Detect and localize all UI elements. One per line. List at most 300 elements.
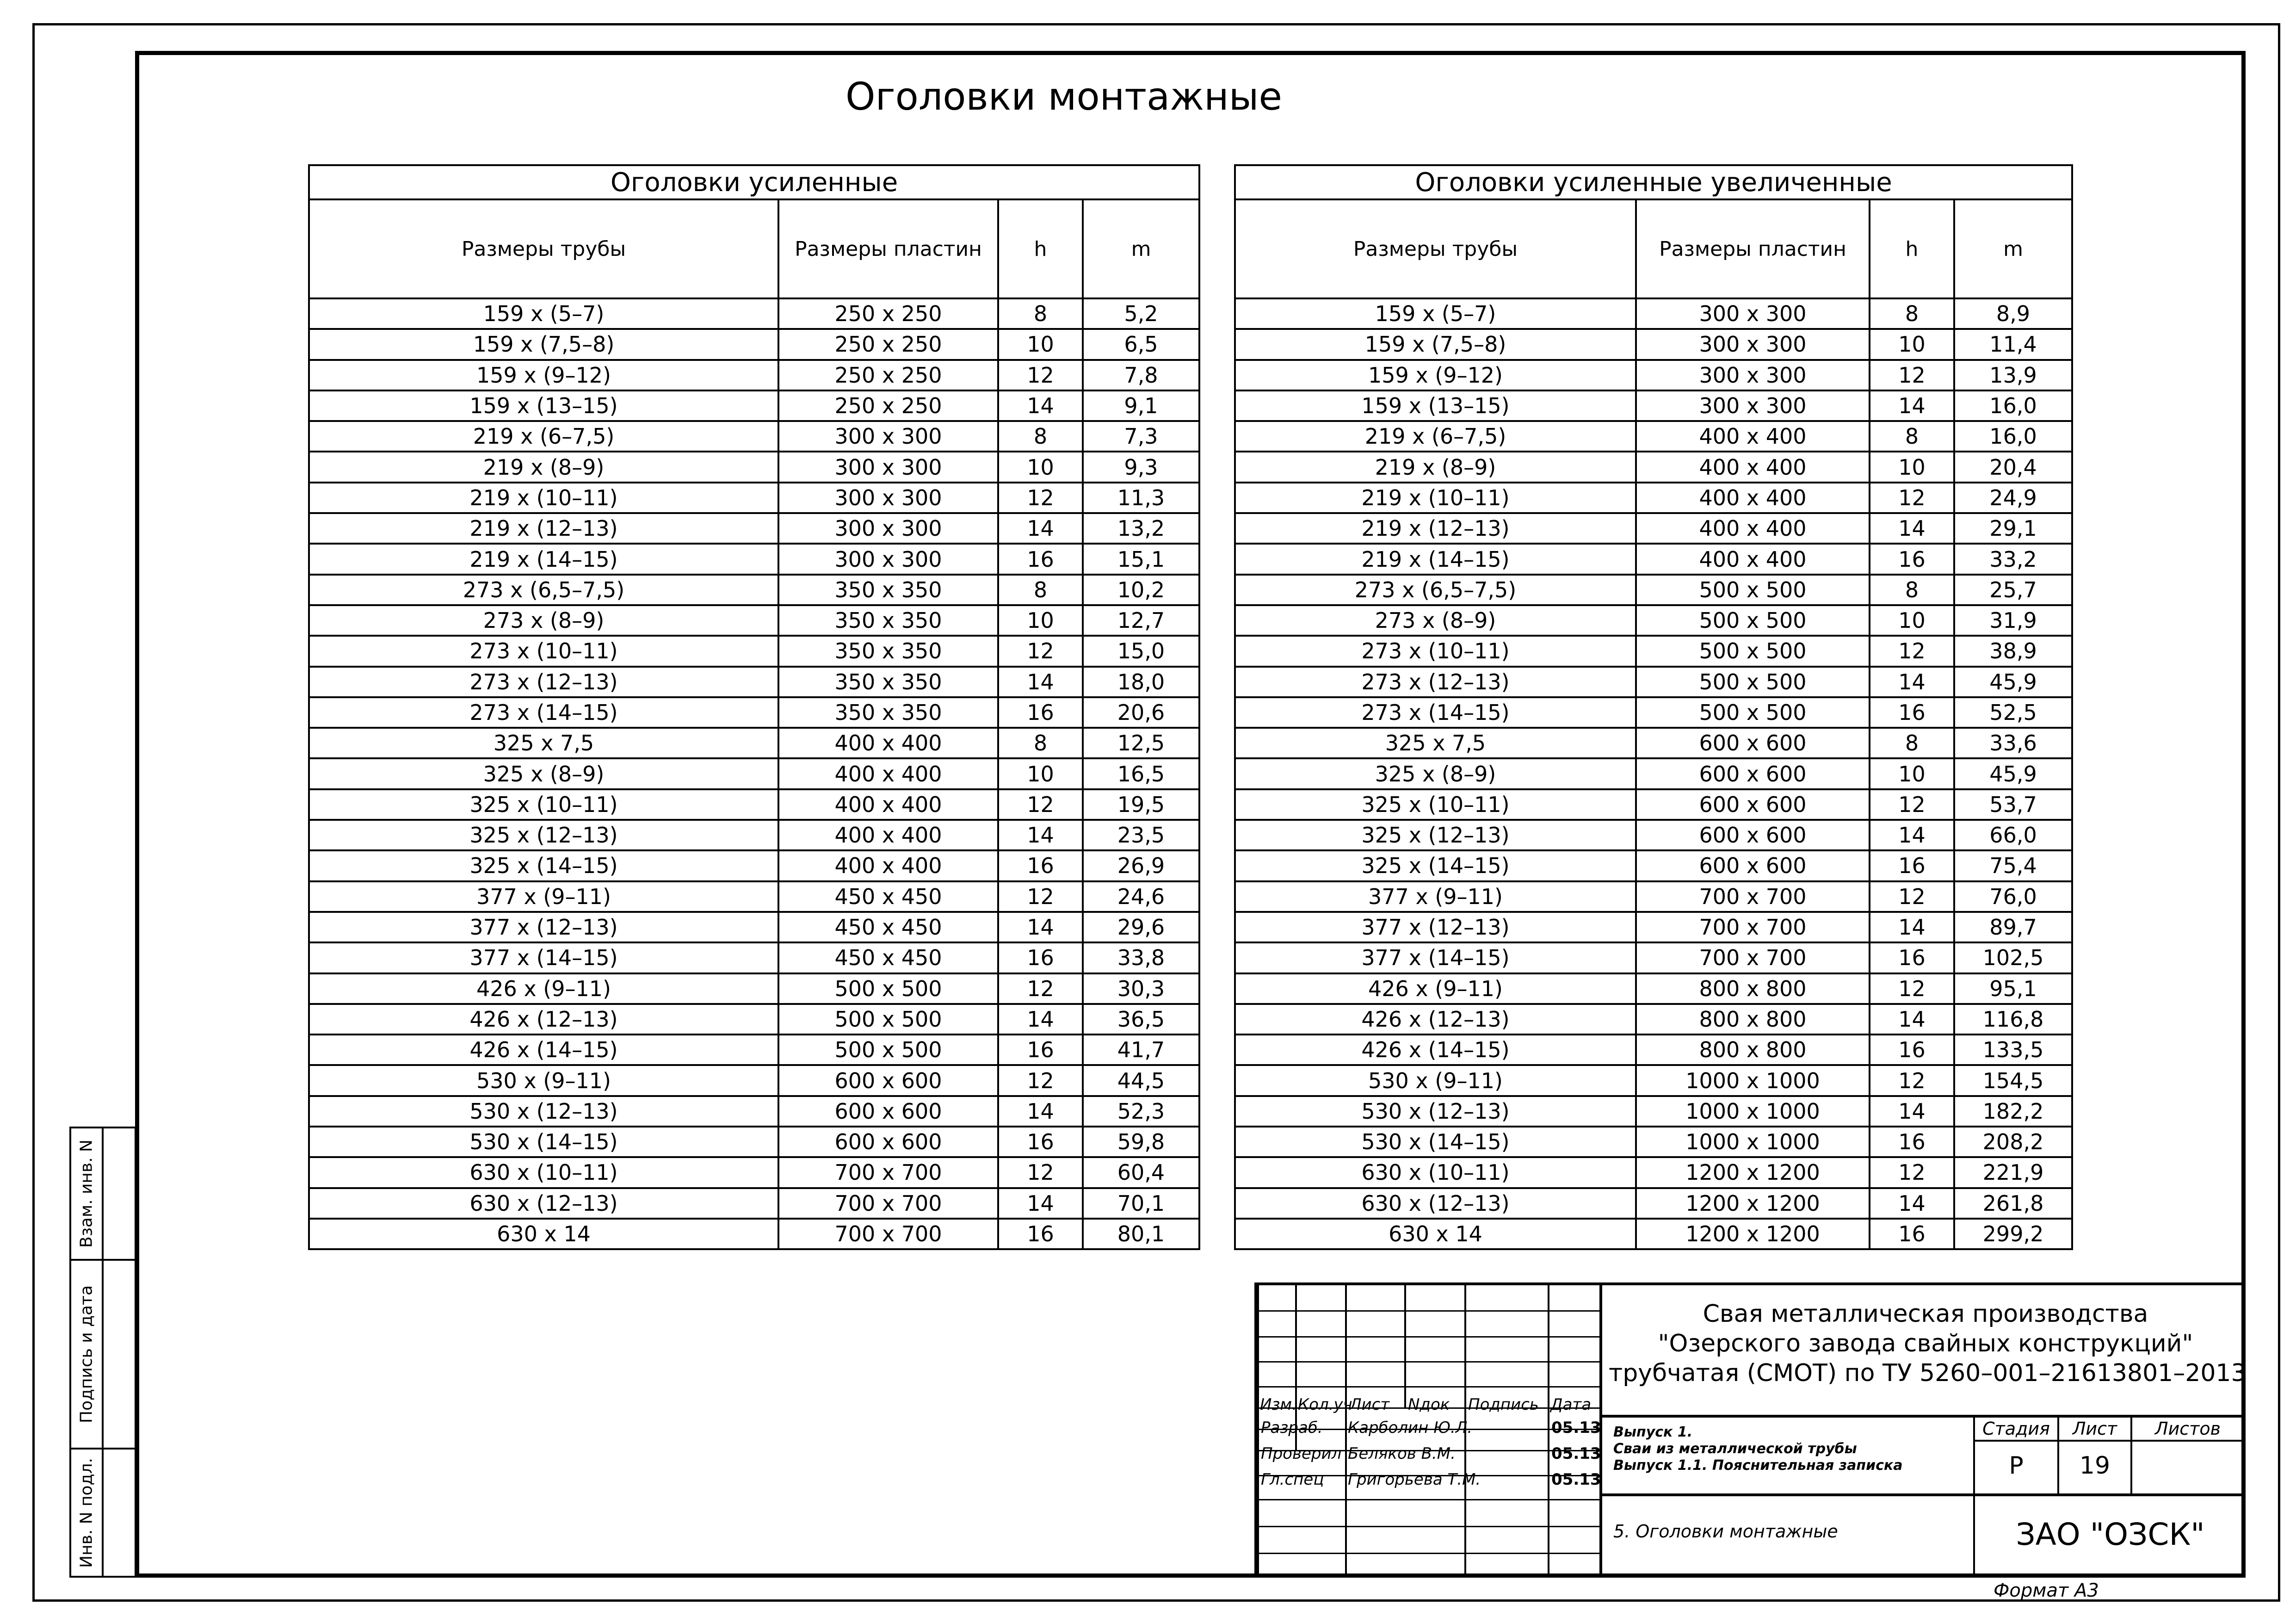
- role-chief-specialist: Гл.спец: [1261, 1470, 1324, 1489]
- table-cell: 325 x (14–15): [309, 850, 778, 881]
- table-cell: 14: [1870, 912, 1954, 942]
- table-cell: 700 x 700: [778, 1219, 998, 1249]
- table-row: [1235, 390, 2072, 421]
- table-cell: 12: [998, 483, 1083, 513]
- table-cell: 325 x (12–13): [1235, 820, 1636, 850]
- table-row: [309, 1157, 1199, 1188]
- doc-line-subject: Сваи из металлической трубы: [1613, 1441, 1857, 1457]
- table-cell: 70,1: [1083, 1188, 1199, 1219]
- table-cell: 12,5: [1083, 728, 1199, 758]
- table-row: [1235, 329, 2072, 359]
- table-cell: 20,6: [1083, 697, 1199, 728]
- table-cell: 530 x (9–11): [309, 1065, 778, 1096]
- table-cell: 700 x 700: [1636, 912, 1870, 942]
- sheet-header: Лист: [2072, 1419, 2117, 1439]
- table-row: [309, 881, 1199, 912]
- table-cell: 630 x (10–11): [309, 1157, 778, 1188]
- stamp-signature-date: Подпись и дата: [69, 1259, 136, 1450]
- table-cell: 700 x 700: [778, 1188, 998, 1219]
- table-cell: 325 x (8–9): [309, 758, 778, 789]
- table-cell: 11,4: [1954, 329, 2072, 359]
- table-cell: 75,4: [1954, 850, 2072, 881]
- table-cell: 325 x 7,5: [1235, 728, 1636, 758]
- date-chief-specialist: 05.13: [1551, 1470, 1601, 1489]
- table-cell: 12: [1870, 1065, 1954, 1096]
- table-cell: 89,7: [1954, 912, 2072, 942]
- table-row: [309, 850, 1199, 881]
- table-cell: 16: [998, 544, 1083, 574]
- table-cell: 154,5: [1954, 1065, 2072, 1096]
- table-cell: 12: [998, 1157, 1083, 1188]
- col-header-docno: Nдок: [1408, 1395, 1450, 1414]
- table-cell: 400 x 400: [778, 789, 998, 820]
- table-cell: 8: [998, 421, 1083, 452]
- col-header-sheet: Лист: [1350, 1395, 1390, 1414]
- stamp-original-inventory: Инв. N подл.: [69, 1448, 136, 1578]
- table-cell: 159 x (9–12): [1235, 360, 1636, 390]
- table-cell: 15,0: [1083, 636, 1199, 666]
- table-cell: 350 x 350: [778, 575, 998, 605]
- table-cell: 377 x (9–11): [1235, 881, 1636, 912]
- table-cell: 16: [1870, 697, 1954, 728]
- table-row: [1235, 575, 2072, 605]
- table-cell: 630 x (10–11): [1235, 1157, 1636, 1188]
- table-row: [1235, 697, 2072, 728]
- table-row: [309, 942, 1199, 973]
- table-cell: 299,2: [1954, 1219, 2072, 1249]
- table-cell: 630 x 14: [309, 1219, 778, 1249]
- table-cell: 8: [998, 298, 1083, 329]
- table-cell: 250 x 250: [778, 298, 998, 329]
- table-row: [309, 820, 1199, 850]
- table-cell: 426 x (9–11): [309, 973, 778, 1004]
- table-cell: 24,9: [1954, 483, 2072, 513]
- table-row: [1235, 820, 2072, 850]
- table-cell: 400 x 400: [778, 728, 998, 758]
- table-cell: 14: [998, 667, 1083, 697]
- table-cell: 12: [1870, 973, 1954, 1004]
- table-cell: 10: [998, 605, 1083, 636]
- table-cell: 102,5: [1954, 942, 2072, 973]
- table-cell: 350 x 350: [778, 605, 998, 636]
- table-cell: 8: [1870, 575, 1954, 605]
- table-cell: 182,2: [1954, 1096, 2072, 1127]
- table-cell: 13,9: [1954, 360, 2072, 390]
- column-header: Размеры трубы: [309, 199, 778, 298]
- table-cell: 38,9: [1954, 636, 2072, 666]
- table-cell: 25,7: [1954, 575, 2072, 605]
- table-cell: 12: [1870, 483, 1954, 513]
- table-cell: 12: [998, 1065, 1083, 1096]
- table-cell: 500 x 500: [1636, 636, 1870, 666]
- date-developer: 05.13: [1551, 1419, 1601, 1437]
- table-row: [1235, 298, 2072, 329]
- table-cell: 14: [998, 1096, 1083, 1127]
- table-cell: 14: [1870, 390, 1954, 421]
- table-cell: 400 x 400: [1636, 483, 1870, 513]
- table-cell: 30,3: [1083, 973, 1199, 1004]
- table-cell: 219 x (8–9): [309, 452, 778, 482]
- table-cell: 350 x 350: [778, 697, 998, 728]
- table-cell: 14: [998, 513, 1083, 544]
- table-cell: 159 x (13–15): [309, 390, 778, 421]
- table-cell: 250 x 250: [778, 390, 998, 421]
- column-header: Размеры пластин: [1636, 199, 1870, 298]
- table-cell: 29,1: [1954, 513, 2072, 544]
- table-cell: 273 x (12–13): [309, 667, 778, 697]
- table-cell: 219 x (8–9): [1235, 452, 1636, 482]
- table-cell: 219 x (12–13): [1235, 513, 1636, 544]
- table-cell: 377 x (14–15): [1235, 942, 1636, 973]
- table-cell: 250 x 250: [778, 329, 998, 359]
- table-row: [309, 544, 1199, 574]
- stamp-replaced-inventory: Взам. инв. N: [69, 1127, 136, 1261]
- table-cell: 1200 x 1200: [1636, 1188, 1870, 1219]
- table-cell: 350 x 350: [778, 636, 998, 666]
- table-cell: 29,6: [1083, 912, 1199, 942]
- table-row: [1235, 1065, 2072, 1096]
- table-cell: 16: [998, 1219, 1083, 1249]
- col-header-date: Дата: [1550, 1395, 1592, 1414]
- table-cell: 325 x (8–9): [1235, 758, 1636, 789]
- table-cell: 273 x (8–9): [309, 605, 778, 636]
- table-cell: 8: [998, 575, 1083, 605]
- table-cell: 325 x (12–13): [309, 820, 778, 850]
- table-row: [309, 697, 1199, 728]
- table-cell: 300 x 300: [778, 513, 998, 544]
- table-cell: 273 x (14–15): [309, 697, 778, 728]
- table-cell: 530 x (12–13): [1235, 1096, 1636, 1127]
- table-cell: 273 x (6,5–7,5): [1235, 575, 1636, 605]
- role-checker: Проверил: [1261, 1444, 1342, 1463]
- table-row: [309, 912, 1199, 942]
- table-cell: 426 x (14–15): [1235, 1035, 1636, 1065]
- table-cell: 16: [1870, 544, 1954, 574]
- table-row: [1235, 605, 2072, 636]
- table-cell: 12: [1870, 636, 1954, 666]
- table-row: [309, 728, 1199, 758]
- table-row: [309, 329, 1199, 359]
- table-cell: 219 x (10–11): [309, 483, 778, 513]
- table-cell: 66,0: [1954, 820, 2072, 850]
- table-cell: 14: [1870, 513, 1954, 544]
- table-cell: 426 x (12–13): [1235, 1004, 1636, 1035]
- table-cell: 500 x 500: [778, 973, 998, 1004]
- table-row: [1235, 1035, 2072, 1065]
- doc-line-note: Выпуск 1.1. Пояснительная записка: [1613, 1457, 1903, 1474]
- name-checker: Беляков В.М.: [1348, 1444, 1456, 1463]
- table-cell: 12: [998, 636, 1083, 666]
- table-cell: 159 x (5–7): [1235, 298, 1636, 329]
- table-cell: 426 x (12–13): [309, 1004, 778, 1035]
- table-cell: 159 x (7,5–8): [1235, 329, 1636, 359]
- table-cell: 500 x 500: [1636, 605, 1870, 636]
- table-cell: 300 x 300: [778, 544, 998, 574]
- table-cell: 16: [1870, 942, 1954, 973]
- table-row: [1235, 667, 2072, 697]
- table-cell: 11,3: [1083, 483, 1199, 513]
- table-cell: 16,0: [1954, 390, 2072, 421]
- table-cell: 16: [998, 942, 1083, 973]
- table-cell: 426 x (14–15): [309, 1035, 778, 1065]
- table-cell: 377 x (14–15): [309, 942, 778, 973]
- table-row: [1235, 1157, 2072, 1188]
- table-cell: 377 x (12–13): [309, 912, 778, 942]
- table-row: [309, 636, 1199, 666]
- table-cell: 9,3: [1083, 452, 1199, 482]
- col-header-change: Изм.: [1260, 1395, 1297, 1414]
- table-cell: 500 x 500: [1636, 575, 1870, 605]
- table-cell: 700 x 700: [1636, 942, 1870, 973]
- table-cell: 600 x 600: [1636, 758, 1870, 789]
- table-cell: 14: [998, 390, 1083, 421]
- column-header: h: [998, 199, 1083, 298]
- table-row: [1235, 360, 2072, 390]
- table-row: [309, 1219, 1199, 1249]
- sheet-title: 5. Оголовки монтажные: [1613, 1521, 1838, 1542]
- table-row: [1235, 452, 2072, 482]
- table-cell: 10,2: [1083, 575, 1199, 605]
- name-chief-specialist: Григорьева Т.М.: [1348, 1470, 1481, 1489]
- table-cell: 450 x 450: [778, 942, 998, 973]
- table-cell: 16: [998, 697, 1083, 728]
- table-cell: 12: [1870, 881, 1954, 912]
- table-cell: 16: [998, 1035, 1083, 1065]
- table-cell: 159 x (13–15): [1235, 390, 1636, 421]
- table-cell: 219 x (6–7,5): [1235, 421, 1636, 452]
- table-row: [1235, 758, 2072, 789]
- table-cell: 300 x 300: [1636, 360, 1870, 390]
- page-title: Оголовки монтажные: [846, 75, 1282, 119]
- table-cell: 273 x (12–13): [1235, 667, 1636, 697]
- table-row: [1235, 973, 2072, 1004]
- table-cell: 41,7: [1083, 1035, 1199, 1065]
- table-cell: 36,5: [1083, 1004, 1199, 1035]
- table-cell: 426 x (9–11): [1235, 973, 1636, 1004]
- table-cell: 400 x 400: [1636, 421, 1870, 452]
- table-row: [1235, 1219, 2072, 1249]
- table-caption: Оголовки усиленные увеличенные: [1235, 165, 2072, 199]
- table-cell: 159 x (5–7): [309, 298, 778, 329]
- table-row: [1235, 421, 2072, 452]
- table-row: [309, 667, 1199, 697]
- table-row: [1235, 636, 2072, 666]
- table-cell: 377 x (12–13): [1235, 912, 1636, 942]
- table-cell: 800 x 800: [1636, 1004, 1870, 1035]
- col-header-count: Кол.уч: [1298, 1395, 1352, 1414]
- table-cell: 8: [998, 728, 1083, 758]
- sheet-value: 19: [2079, 1452, 2111, 1480]
- table-cell: 159 x (9–12): [309, 360, 778, 390]
- table-cell: 630 x (12–13): [1235, 1188, 1636, 1219]
- table-cell: 630 x (12–13): [309, 1188, 778, 1219]
- doc-line-issue: Выпуск 1.: [1613, 1424, 1693, 1440]
- table-cell: 300 x 300: [778, 452, 998, 482]
- table-cell: 700 x 700: [1636, 881, 1870, 912]
- table-cell: 325 x 7,5: [309, 728, 778, 758]
- table-cell: 33,8: [1083, 942, 1199, 973]
- table-cell: 12,7: [1083, 605, 1199, 636]
- table-row: [1235, 912, 2072, 942]
- table-cell: 1000 x 1000: [1636, 1127, 1870, 1157]
- title-block: [1254, 1282, 2246, 1578]
- table-cell: 44,5: [1083, 1065, 1199, 1096]
- table-cell: 26,9: [1083, 850, 1199, 881]
- col-header-signature: Подпись: [1468, 1395, 1539, 1414]
- table-row: [309, 390, 1199, 421]
- table-cell: 31,9: [1954, 605, 2072, 636]
- table-row: [309, 452, 1199, 482]
- table-cell: 10: [1870, 329, 1954, 359]
- table-cell: 10: [1870, 758, 1954, 789]
- table-cell: 325 x (10–11): [1235, 789, 1636, 820]
- table-cell: 12: [998, 973, 1083, 1004]
- table-cell: 33,6: [1954, 728, 2072, 758]
- table-row: [1235, 1004, 2072, 1035]
- table-cell: 14: [998, 912, 1083, 942]
- column-header: h: [1870, 199, 1954, 298]
- table-cell: 400 x 400: [1636, 513, 1870, 544]
- table-cell: 600 x 600: [1636, 850, 1870, 881]
- table-cell: 300 x 300: [1636, 329, 1870, 359]
- table-cell: 1200 x 1200: [1636, 1157, 1870, 1188]
- sheets-header: Листов: [2155, 1419, 2221, 1439]
- table-cell: 45,9: [1954, 758, 2072, 789]
- column-header: m: [1083, 199, 1199, 298]
- table-cell: 500 x 500: [1636, 667, 1870, 697]
- table-cell: 10: [998, 329, 1083, 359]
- table-row: [1235, 1096, 2072, 1127]
- project-title-line: Свая металлическая производства: [1703, 1300, 2148, 1328]
- table-cell: 219 x (12–13): [309, 513, 778, 544]
- table-cell: 219 x (6–7,5): [309, 421, 778, 452]
- table-cell: 13,2: [1083, 513, 1199, 544]
- table-row: [1235, 789, 2072, 820]
- table-cell: 12: [998, 881, 1083, 912]
- table-cell: 60,4: [1083, 1157, 1199, 1188]
- table-cell: 400 x 400: [1636, 452, 1870, 482]
- table-cell: 325 x (10–11): [309, 789, 778, 820]
- table-cell: 1000 x 1000: [1636, 1096, 1870, 1127]
- table-cell: 300 x 300: [778, 483, 998, 513]
- table-row: [1235, 728, 2072, 758]
- table-row: [309, 1035, 1199, 1065]
- table-cell: 400 x 400: [1636, 544, 1870, 574]
- table-cell: 273 x (10–11): [1235, 636, 1636, 666]
- table-cell: 10: [998, 758, 1083, 789]
- table-cell: 400 x 400: [778, 820, 998, 850]
- table-row: [1235, 1127, 2072, 1157]
- table-cell: 300 x 300: [1636, 298, 1870, 329]
- table-cell: 600 x 600: [1636, 728, 1870, 758]
- table-cell: 33,2: [1954, 544, 2072, 574]
- table-row: [309, 298, 1199, 329]
- table-cell: 15,1: [1083, 544, 1199, 574]
- table-cell: 12: [1870, 789, 1954, 820]
- table-cell: 325 x (14–15): [1235, 850, 1636, 881]
- table-row: [309, 421, 1199, 452]
- table-cell: 219 x (10–11): [1235, 483, 1636, 513]
- column-header: Размеры пластин: [778, 199, 998, 298]
- table-cell: 800 x 800: [1636, 973, 1870, 1004]
- table-cell: 500 x 500: [1636, 697, 1870, 728]
- table-cell: 76,0: [1954, 881, 2072, 912]
- table-cell: 16: [1870, 1219, 1954, 1249]
- date-checker: 05.13: [1551, 1444, 1601, 1463]
- table-row: [1235, 544, 2072, 574]
- table-cell: 20,4: [1954, 452, 2072, 482]
- table-cell: 273 x (14–15): [1235, 697, 1636, 728]
- table-cell: 377 x (9–11): [309, 881, 778, 912]
- table-row: [1235, 850, 2072, 881]
- table-row: [309, 973, 1199, 1004]
- table-cell: 800 x 800: [1636, 1035, 1870, 1065]
- table-row: [309, 483, 1199, 513]
- table-reinforced-heads: [308, 164, 1200, 1250]
- table-cell: 10: [1870, 605, 1954, 636]
- table-cell: 14: [1870, 820, 1954, 850]
- table-cell: 16,0: [1954, 421, 2072, 452]
- table-row: [309, 1065, 1199, 1096]
- table-cell: 221,9: [1954, 1157, 2072, 1188]
- table-cell: 18,0: [1083, 667, 1199, 697]
- column-header: Размеры трубы: [1235, 199, 1636, 298]
- table-cell: 14: [1870, 667, 1954, 697]
- table-cell: 450 x 450: [778, 912, 998, 942]
- table-row: [309, 1004, 1199, 1035]
- table-row: [309, 1096, 1199, 1127]
- table-cell: 530 x (9–11): [1235, 1065, 1636, 1096]
- table-cell: 530 x (14–15): [1235, 1127, 1636, 1157]
- table-cell: 8: [1870, 421, 1954, 452]
- role-developer: Разраб.: [1261, 1419, 1323, 1437]
- table-cell: 14: [998, 1004, 1083, 1035]
- table-cell: 400 x 400: [778, 758, 998, 789]
- table-cell: 8: [1870, 298, 1954, 329]
- table-cell: 14: [1870, 1096, 1954, 1127]
- table-row: [309, 360, 1199, 390]
- table-cell: 219 x (14–15): [309, 544, 778, 574]
- table-cell: 500 x 500: [778, 1035, 998, 1065]
- column-header: m: [1954, 199, 2072, 298]
- table-cell: 600 x 600: [778, 1096, 998, 1127]
- table-cell: 10: [998, 452, 1083, 482]
- table-row: [309, 605, 1199, 636]
- table-cell: 12: [1870, 360, 1954, 390]
- table-cell: 133,5: [1954, 1035, 2072, 1065]
- table-cell: 159 x (7,5–8): [309, 329, 778, 359]
- table-cell: 16: [998, 850, 1083, 881]
- table-cell: 23,5: [1083, 820, 1199, 850]
- table-cell: 300 x 300: [778, 421, 998, 452]
- table-row: [309, 758, 1199, 789]
- table-cell: 14: [1870, 1188, 1954, 1219]
- table-cell: 273 x (8–9): [1235, 605, 1636, 636]
- company-name: ЗАО "ОЗСК": [2016, 1517, 2205, 1552]
- table-row: [1235, 881, 2072, 912]
- table-cell: 600 x 600: [1636, 789, 1870, 820]
- table-row: [309, 1127, 1199, 1157]
- table-cell: 530 x (12–13): [309, 1096, 778, 1127]
- table-row: [1235, 1188, 2072, 1219]
- project-title-line: трубчатая (СМОТ) по ТУ 5260–001–21613801–2013: [1609, 1359, 2247, 1387]
- side-stamp: [69, 1127, 136, 1578]
- table-cell: 273 x (6,5–7,5): [309, 575, 778, 605]
- table-cell: 1200 x 1200: [1636, 1219, 1870, 1249]
- table-caption: Оголовки усиленные: [309, 165, 1199, 199]
- table-cell: 7,8: [1083, 360, 1199, 390]
- table-cell: 208,2: [1954, 1127, 2072, 1157]
